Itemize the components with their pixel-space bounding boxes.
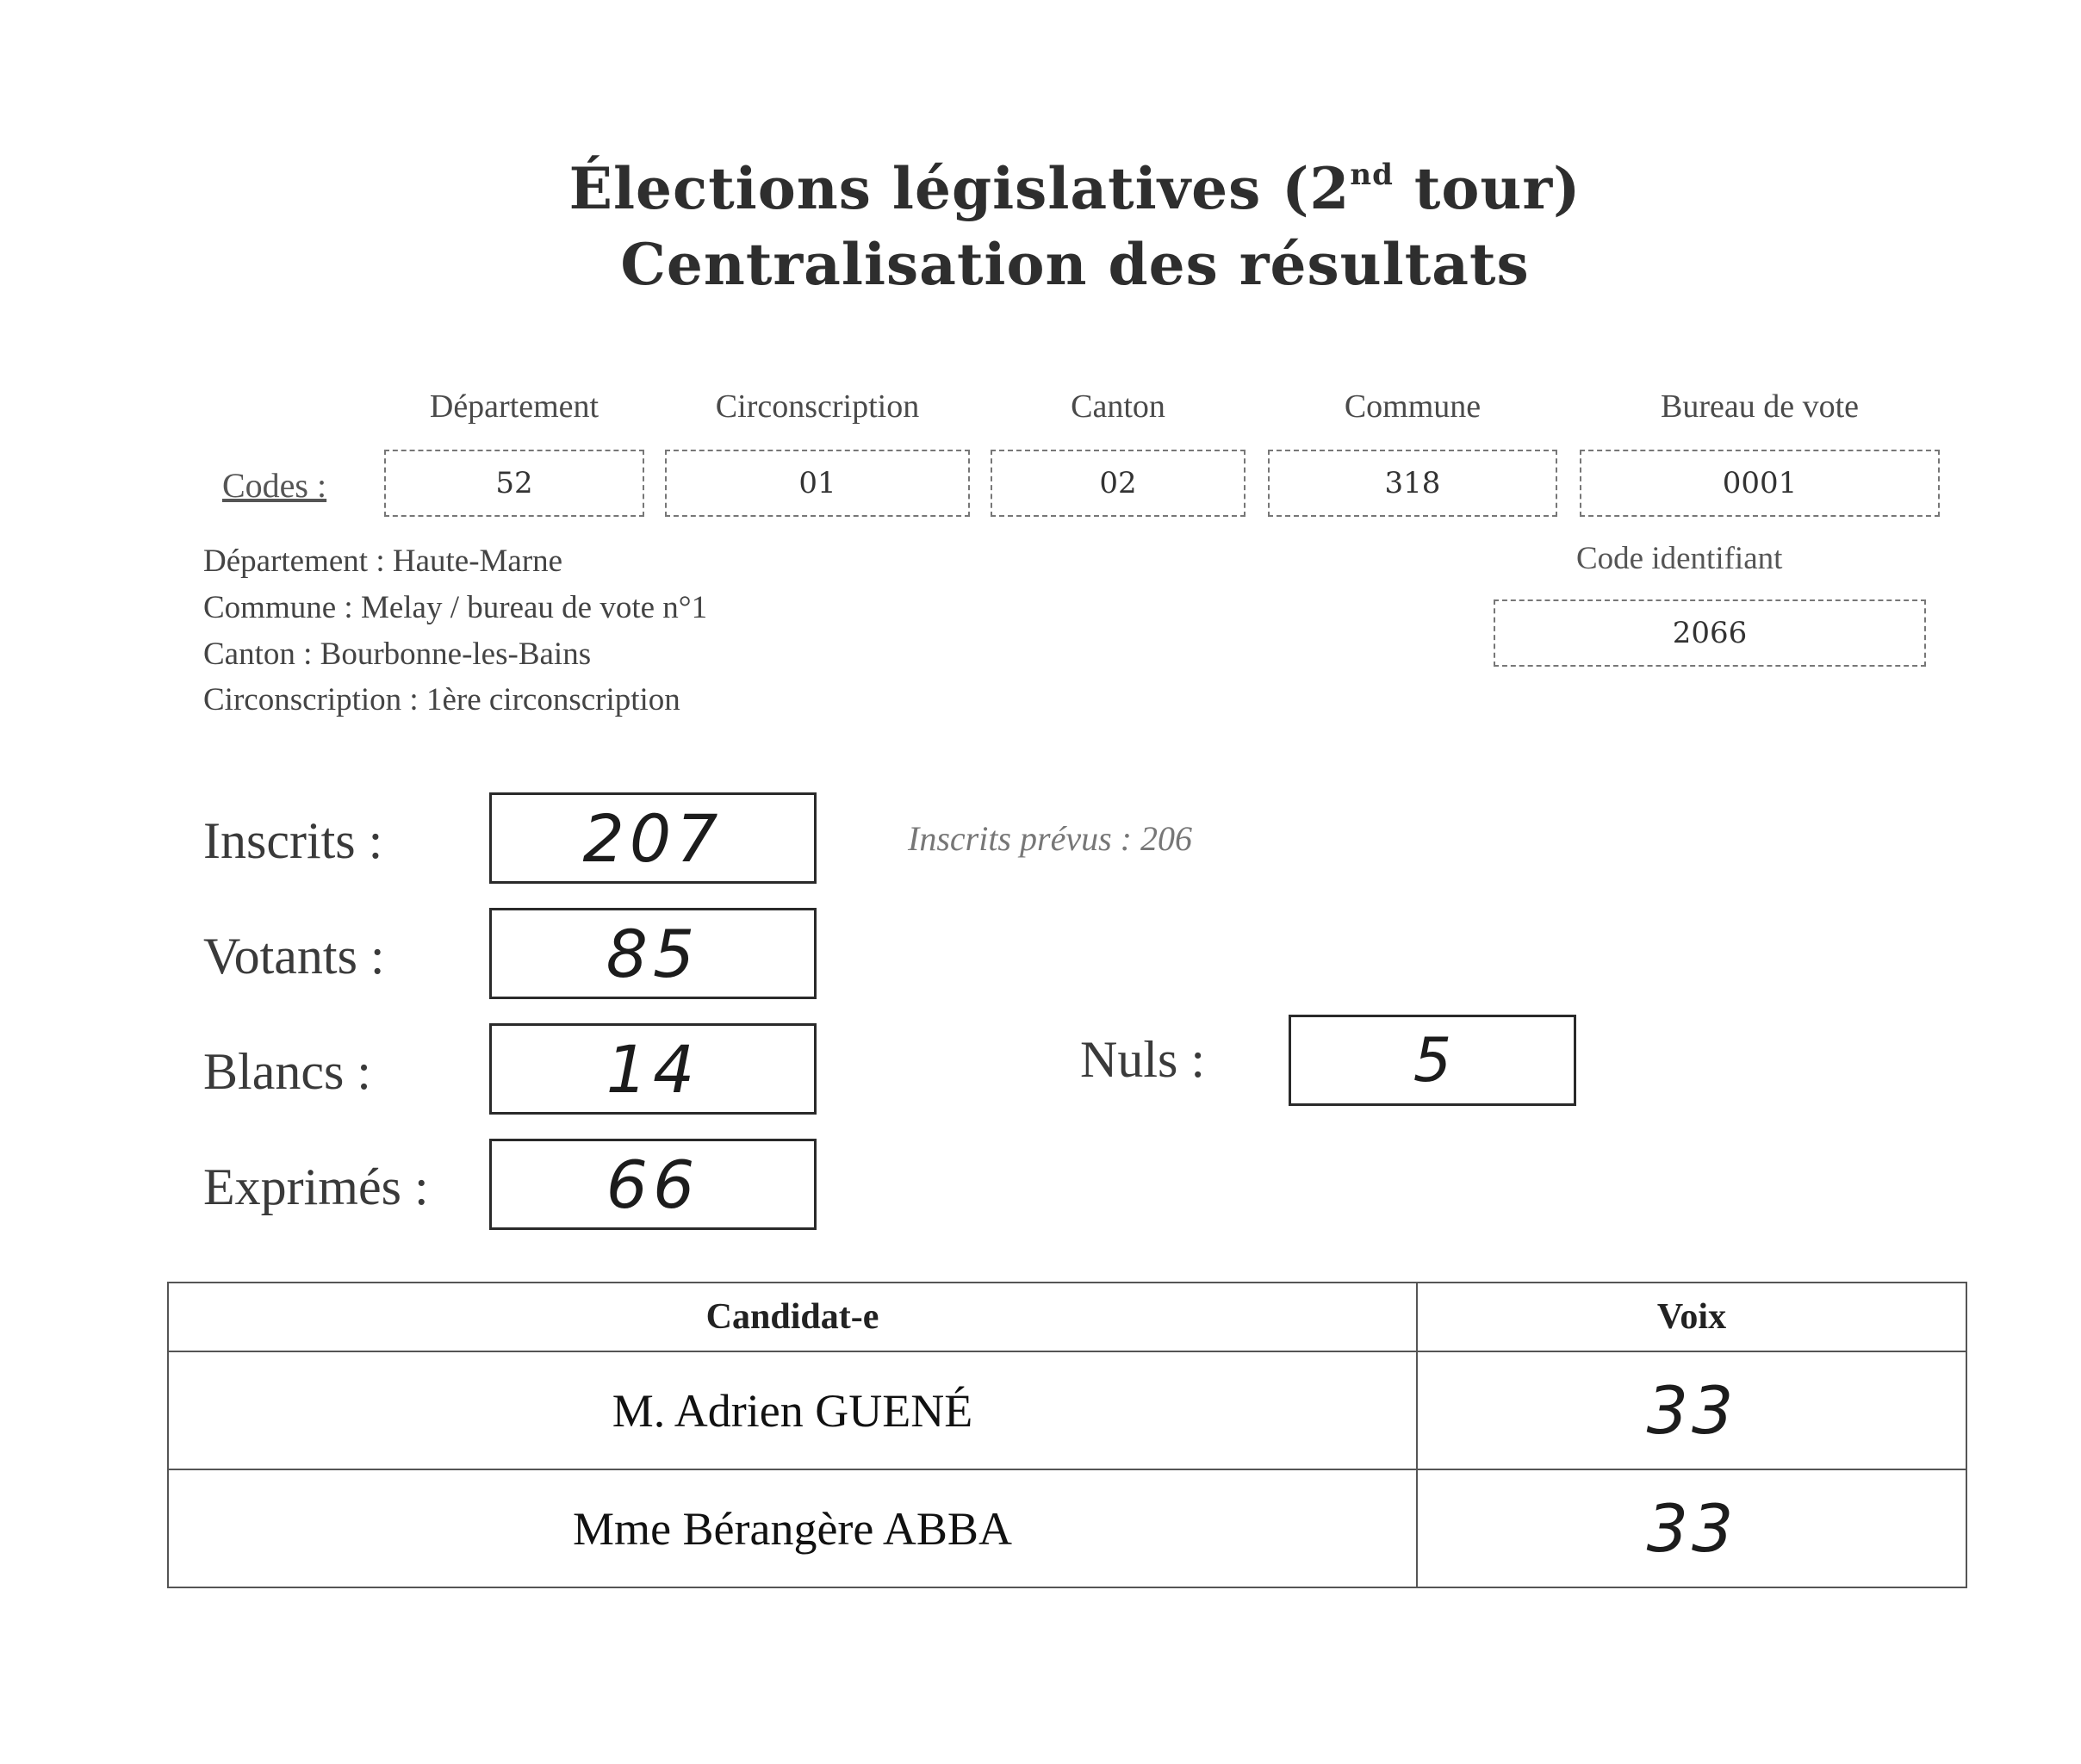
nuls-box: 5	[1289, 1015, 1576, 1106]
code-box-canton: 02	[991, 450, 1245, 517]
candidate-name: Mme Bérangère ABBA	[168, 1469, 1417, 1587]
blancs-label: Blancs :	[203, 1043, 371, 1100]
code-header-canton: Canton	[1071, 388, 1165, 425]
table-row	[168, 1351, 1966, 1469]
code-box-bureau: 0001	[1580, 450, 1940, 517]
votants-box: 85	[489, 908, 817, 999]
info-commune: Commune : Melay / bureau de vote n°1	[203, 590, 708, 625]
inscrits-label: Inscrits :	[203, 812, 383, 869]
candidate-name: M. Adrien GUENÉ	[168, 1351, 1417, 1469]
candidate-votes: 33	[1417, 1351, 1966, 1469]
code-header-commune: Commune	[1344, 388, 1482, 425]
document-subtitle: Centralisation des résultats	[620, 231, 1530, 298]
inscrits-prevus: Inscrits prévus : 206	[908, 819, 1192, 858]
info-departement: Département : Haute-Marne	[203, 543, 563, 579]
votants-label: Votants :	[203, 928, 385, 984]
code-header-bureau: Bureau de vote	[1660, 388, 1860, 425]
info-circonscription: Circonscription : 1ère circonscription	[203, 682, 680, 717]
exprimes-box: 66	[489, 1139, 817, 1230]
code-box-departement: 52	[384, 450, 644, 517]
codes-label: Codes :	[222, 466, 327, 505]
candidate-votes: 33	[1417, 1469, 1966, 1587]
table-row	[168, 1469, 1966, 1587]
inscrits-box: 207	[489, 792, 817, 884]
code-identifiant-box: 2066	[1494, 599, 1926, 667]
code-box-circonscription: 01	[665, 450, 970, 517]
code-header-circonscription: Circonscription	[715, 388, 920, 425]
code-box-commune: 318	[1268, 450, 1557, 517]
info-canton: Canton : Bourbonne-les-Bains	[203, 637, 592, 672]
title-superscript: nd	[1350, 158, 1394, 192]
results-table	[167, 1282, 1967, 1588]
header-votes: Voix	[1417, 1283, 1966, 1351]
blancs-box: 14	[489, 1023, 817, 1115]
document-title: Élections législatives (2nd tour)	[568, 155, 1581, 222]
results-header-row	[168, 1283, 1966, 1351]
header-candidate: Candidat-e	[168, 1283, 1417, 1351]
code-identifiant-label: Code identifiant	[1576, 541, 1783, 576]
code-header-departement: Département	[429, 388, 599, 425]
nuls-label: Nuls :	[1080, 1031, 1206, 1088]
exprimes-label: Exprimés :	[203, 1158, 429, 1215]
